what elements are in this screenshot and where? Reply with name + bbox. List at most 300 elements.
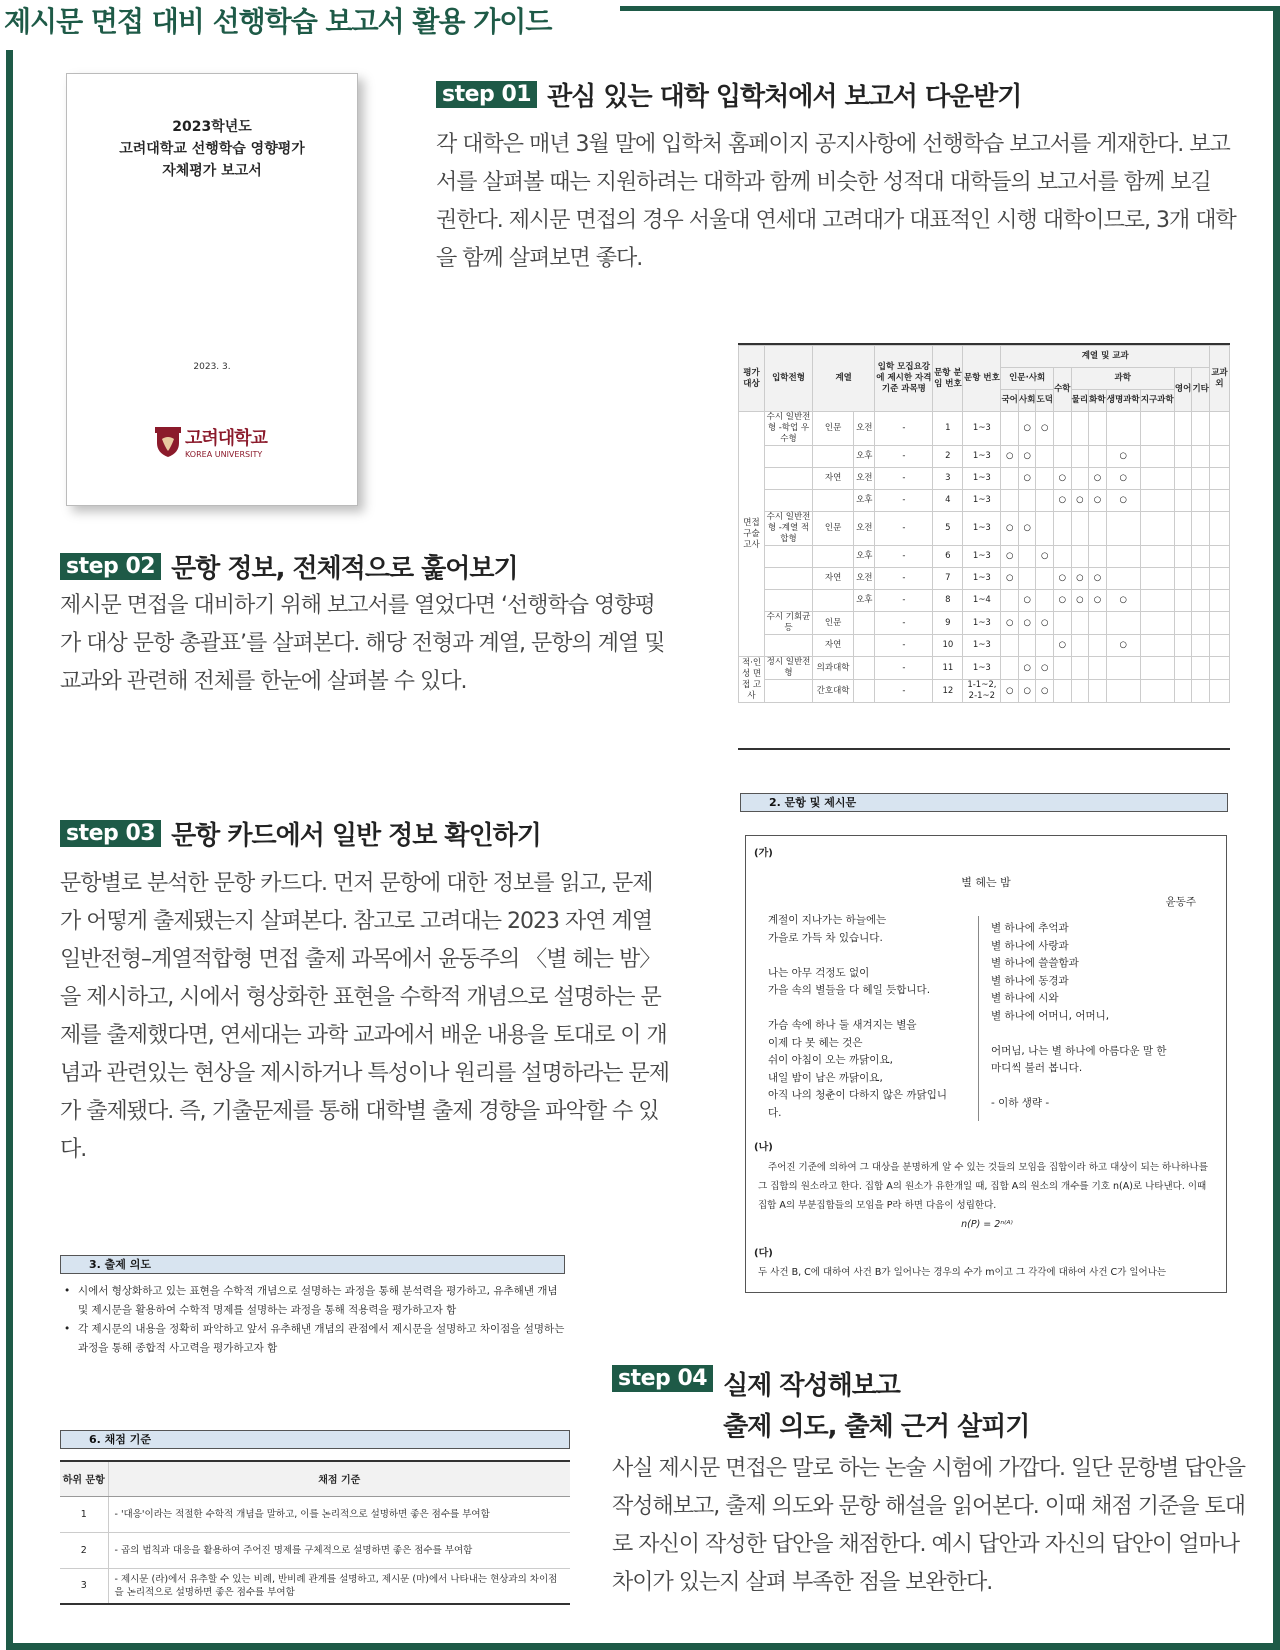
- cell-session: 오전: [854, 412, 875, 446]
- cell-mark: [1036, 468, 1054, 490]
- row-number: 3: [60, 1568, 108, 1604]
- cell-mark: ○: [1001, 546, 1019, 568]
- cell-mark: [1174, 412, 1192, 446]
- page-title: 제시문 면접 대비 선행학습 보고서 활용 가이드: [4, 5, 552, 38]
- cell-mark: [1174, 512, 1192, 546]
- table-row: [739, 446, 1230, 468]
- cell-mark: ○: [1001, 680, 1019, 703]
- cell-mark: [1001, 657, 1019, 680]
- paragraph-na: [758, 1158, 1216, 1234]
- cell-field: [813, 490, 854, 512]
- cell-mark: [1140, 680, 1174, 703]
- table-row: [739, 590, 1230, 612]
- cell-mark: ○: [1089, 568, 1107, 590]
- cell-mark: [1089, 657, 1107, 680]
- cell-mark: [1071, 680, 1089, 703]
- cell-session: [854, 657, 875, 680]
- step-03-body: 문항별로 분석한 문항 카드다. 먼저 문항에 대한 정보를 읽고, 문제가 어떻게 출제됐는지 살펴본다. 참고로 고려대는 2023 자연 계열 일반전형–계열적합형 면접 출제 과목에서 윤동주의 〈별 헤는 밤〉을 제시하고, 시에서 형상화한 표현을 수학적 개념으로 설명하는 문제를 출제했다면, 연세대는 과학 교과에서 배운 내용을 토대로 이 개념과 관련있는 현상을 제시하거나 특성이나 원리를 설명하라는 문제가 출제됐다. 즉, 기출문제를 통해 대학별 출제 경향을 파악할 수 있다.: [60, 871, 670, 1162]
- cell-field: 간호대학: [813, 680, 854, 703]
- th-item-no: 문항 분임 번호: [933, 346, 963, 412]
- cell-mark: ○: [1018, 612, 1036, 635]
- cell-mark: [1174, 468, 1192, 490]
- paragraph-na-text: 주어진 기준에 의하여 그 대상을 분명하게 알 수 있는 것들의 모임을 집합이라 하고 대상이 되는 하나하나를 그 집합의 원소라고 한다. 집합 A의 원소가 유한개일 때, 집합 A의 원소의 개수를 기호 n(A)로 나타낸다. 이때 집합 A의 부분집합들의 모임을 P라 하면 다음이 성립한다.: [758, 1162, 1208, 1211]
- logo-english: KOREA UNIVERSITY: [185, 450, 263, 459]
- cell-q: 1-1~2, 2-1~2: [963, 680, 1001, 703]
- cell-q: 1~4: [963, 590, 1001, 612]
- cell-item: 2: [933, 446, 963, 468]
- cell-mark: ○: [1106, 446, 1140, 468]
- cell-admission: 수시 기회균등: [765, 612, 813, 635]
- cell-mark: [1054, 546, 1072, 568]
- th-target: 평가 대상: [739, 346, 765, 412]
- cell-mark: [1071, 546, 1089, 568]
- cell-mark: [1140, 546, 1174, 568]
- cover-title: [67, 116, 357, 182]
- intent-header: 3. 출제 의도: [60, 1255, 565, 1274]
- th-group: 계열 및 교과: [1001, 346, 1210, 368]
- cell-note: -: [875, 568, 933, 590]
- section-label: 적·인성 면접 고사: [739, 657, 765, 703]
- cell-mark: [1089, 635, 1107, 657]
- th-admission: 입학전형: [765, 346, 813, 412]
- cell-q: 1~3: [963, 546, 1001, 568]
- frame-top-border: [620, 6, 1280, 11]
- th-subject: 지구과학: [1140, 390, 1174, 412]
- table-row: [739, 490, 1230, 512]
- cell-admission: [765, 446, 813, 468]
- cell-note: -: [875, 490, 933, 512]
- cell-mark: ○: [1036, 412, 1054, 446]
- cell-mark: ○: [1106, 590, 1140, 612]
- cell-mark: [1174, 680, 1192, 703]
- cell-mark: [1001, 490, 1019, 512]
- poem-title: 별 헤는 밤: [961, 876, 1011, 889]
- cell-mark: [1036, 512, 1054, 546]
- cell-mark: ○: [1036, 546, 1054, 568]
- th-subject: 사회: [1018, 390, 1036, 412]
- cell-mark: [1192, 590, 1210, 612]
- cell-mark: [1071, 468, 1089, 490]
- cell-note: -: [875, 612, 933, 635]
- cell-mark: [1071, 412, 1089, 446]
- cell-other: [1210, 468, 1230, 490]
- passage-header: 2. 문항 및 제시문: [740, 793, 1228, 812]
- cell-field: 자연: [813, 568, 854, 590]
- cell-note: -: [875, 446, 933, 468]
- th-humanities: 인문·사회: [1001, 368, 1054, 390]
- th-subject: 기타: [1192, 368, 1210, 412]
- cell-mark: [1106, 512, 1140, 546]
- cell-mark: [1018, 635, 1036, 657]
- cell-mark: [1106, 612, 1140, 635]
- cell-mark: [1018, 490, 1036, 512]
- cell-note: -: [875, 412, 933, 446]
- cell-mark: [1089, 446, 1107, 468]
- cell-admission: [765, 490, 813, 512]
- step-03-heading: [60, 815, 541, 852]
- cell-mark: ○: [1106, 468, 1140, 490]
- cell-mark: ○: [1089, 468, 1107, 490]
- poem-left-column: 계절이 지나가는 하늘에는 가을로 가득 차 있습니다. 나는 아무 걱정도 없이 가을 속의 별들을 다 헤일 듯합니다. 가슴 속에 하나 둘 새겨지는 별을 이제 다 못 헤는 것은 쉬이 아침이 오는 까닭이요, 내일 밤이 남은 까닭이요, 아직 나의 청춘이 다하지 않은 까닭입니 다.: [768, 914, 947, 1119]
- cell-mark: [1140, 612, 1174, 635]
- cell-item: 6: [933, 546, 963, 568]
- table-row: [60, 1568, 570, 1604]
- cell-mark: [1140, 512, 1174, 546]
- cell-q: 1~3: [963, 635, 1001, 657]
- th-subject: 생명과학: [1106, 390, 1140, 412]
- cell-note: -: [875, 468, 933, 490]
- cell-mark: [1089, 680, 1107, 703]
- cell-mark: [1174, 490, 1192, 512]
- cell-mark: [1106, 657, 1140, 680]
- cell-q: 1~3: [963, 568, 1001, 590]
- cell-other: [1210, 546, 1230, 568]
- frame-right-border: [1273, 6, 1280, 1650]
- cover-date: 2023. 3.: [193, 362, 231, 372]
- label-na: (나): [754, 1142, 773, 1153]
- table-row: [739, 546, 1230, 568]
- cell-mark: [1140, 412, 1174, 446]
- cell-field: 의과대학: [813, 657, 854, 680]
- cell-mark: [1140, 568, 1174, 590]
- cell-mark: [1192, 680, 1210, 703]
- cell-other: [1210, 446, 1230, 468]
- cell-note: -: [875, 657, 933, 680]
- step-02-heading: [60, 548, 518, 585]
- cell-field: 인문: [813, 412, 854, 446]
- cell-mark: [1106, 546, 1140, 568]
- cell-mark: [1174, 590, 1192, 612]
- cell-note: -: [875, 590, 933, 612]
- cell-mark: [1192, 568, 1210, 590]
- cell-field: [813, 446, 854, 468]
- cell-mark: [1174, 446, 1192, 468]
- cell-mark: [1036, 490, 1054, 512]
- table-row: [739, 568, 1230, 590]
- cell-session: [854, 680, 875, 703]
- cell-other: [1210, 680, 1230, 703]
- cell-mark: [1192, 446, 1210, 468]
- cell-mark: [1174, 635, 1192, 657]
- cell-field: 자연: [813, 468, 854, 490]
- cell-session: 오후: [854, 590, 875, 612]
- cell-other: [1210, 512, 1230, 546]
- cell-mark: [1036, 590, 1054, 612]
- frame-left-border: [6, 50, 13, 1650]
- intent-list: [62, 1282, 567, 1358]
- cell-item: 4: [933, 490, 963, 512]
- formula: n(P) = 2ⁿ⁽ᴬ⁾: [961, 1219, 1013, 1230]
- cell-mark: [1054, 512, 1072, 546]
- table-row: [739, 635, 1230, 657]
- cell-mark: [1106, 412, 1140, 446]
- paragraph-da: 두 사건 B, C에 대하여 사건 B가 일어나는 경우의 수가 m이고 그 각각에 대하여 사건 C가 일어나는: [758, 1267, 1167, 1278]
- cell-mark: [1054, 612, 1072, 635]
- step-title: 문항 정보, 전체적으로 훑어보기: [171, 554, 518, 584]
- cell-mark: ○: [1036, 657, 1054, 680]
- cell-mark: [1054, 446, 1072, 468]
- cell-q: 1~3: [963, 657, 1001, 680]
- step-01-body: 각 대학은 매년 3월 말에 입학처 홈페이지 공지사항에 선행학습 보고서를 게재한다. 보고서를 살펴볼 때는 지원하려는 대학과 함께 비슷한 성적대 대학들의 보고서를 함께 보길 권한다. 제시문 면접의 경우 서울대 연세대 고려대가 대표적인 시행 대학이므로, 3개 대학을 함께 살펴보면 좋다.: [436, 132, 1236, 271]
- row-criteria: - 제시문 (라)에서 유추할 수 있는 비례, 반비례 관계를 설명하고, 제시문 (마)에서 나타내는 현상과의 차이점을 논리적으로 설명하면 좋은 점수를 부여함: [108, 1568, 570, 1604]
- report-cover: [66, 73, 358, 506]
- th-subject: 국어: [1001, 390, 1019, 412]
- cell-mark: [1054, 657, 1072, 680]
- university-logo: [155, 424, 267, 459]
- step-04-body: 사실 제시문 면접은 말로 하는 논술 시험에 가깝다. 일단 문항별 답안을 작성해보고, 출제 의도와 문항 해설을 읽어본다. 이때 채점 기준을 토대로 자신이 작성한 답안을 채점한다. 예시 답안과 자신의 답안이 얼마나 차이가 있는지 살펴 부족한 점을 보완한다.: [612, 1456, 1245, 1595]
- cell-item: 9: [933, 612, 963, 635]
- th-subject: 수학: [1054, 368, 1072, 412]
- logo-korean: 고려대학교: [185, 428, 267, 449]
- table-row: [739, 512, 1230, 546]
- step-badge: step 04: [612, 1365, 713, 1392]
- cell-mark: [1071, 512, 1089, 546]
- cell-mark: [1018, 546, 1036, 568]
- cell-item: 1: [933, 412, 963, 446]
- table-row: [739, 680, 1230, 703]
- cell-mark: [1140, 657, 1174, 680]
- cell-mark: [1071, 446, 1089, 468]
- cell-mark: [1140, 468, 1174, 490]
- cell-q: 1~3: [963, 446, 1001, 468]
- cell-mark: [1071, 657, 1089, 680]
- cell-mark: [1054, 412, 1072, 446]
- cell-item: 11: [933, 657, 963, 680]
- cell-mark: ○: [1054, 468, 1072, 490]
- cell-mark: ○: [1001, 568, 1019, 590]
- poem-author: 윤동주: [1165, 896, 1196, 908]
- cell-admission: 정시 일반전형: [765, 657, 813, 680]
- table-row: [739, 468, 1230, 490]
- cell-mark: [1192, 657, 1210, 680]
- cell-mark: [1001, 590, 1019, 612]
- row-criteria: - 곱의 법칙과 대응을 활용하여 주어진 명제를 구체적으로 설명하면 좋은 점수를 부여함: [108, 1532, 570, 1568]
- cell-mark: [1036, 568, 1054, 590]
- cell-mark: [1174, 657, 1192, 680]
- passage-box: [745, 835, 1227, 1293]
- cell-mark: [1071, 612, 1089, 635]
- cell-session: [854, 635, 875, 657]
- cell-mark: ○: [1001, 612, 1019, 635]
- cell-mark: ○: [1001, 512, 1019, 546]
- cell-other: [1210, 635, 1230, 657]
- cell-mark: ○: [1036, 680, 1054, 703]
- step-title: 문항 카드에서 일반 정보 확인하기: [171, 821, 541, 851]
- th-subject-note: 입학 모집요강에 제시한 자격 기준 과목명: [875, 346, 933, 412]
- cell-mark: [1089, 612, 1107, 635]
- cell-mark: ○: [1054, 590, 1072, 612]
- cover-title-line: 자체평가 보고서: [162, 163, 262, 179]
- cell-other: [1210, 490, 1230, 512]
- cell-item: 7: [933, 568, 963, 590]
- cell-mark: ○: [1071, 568, 1089, 590]
- cell-admission: 수시 일반전형 -학업 우수형: [765, 412, 813, 446]
- step-title: 실제 작성해보고: [723, 1371, 900, 1401]
- cell-mark: ○: [1018, 657, 1036, 680]
- cell-session: 오전: [854, 468, 875, 490]
- cell-admission: [765, 568, 813, 590]
- cell-field: 인문: [813, 512, 854, 546]
- cell-mark: [1192, 468, 1210, 490]
- cell-mark: [1089, 546, 1107, 568]
- cell-mark: ○: [1089, 590, 1107, 612]
- cell-other: [1210, 590, 1230, 612]
- cell-field: [813, 590, 854, 612]
- th-subject: 물리: [1071, 390, 1089, 412]
- th-subject: 도덕: [1036, 390, 1054, 412]
- list-item: • 각 제시문의 내용을 정확히 파악하고 앞서 유추해낸 개념의 관점에서 제시문을 설명하고 차이점을 설명하는 과정을 통해 종합적 사고력을 평가하고자 함: [62, 1320, 567, 1358]
- cell-mark: [1071, 635, 1089, 657]
- cell-item: 12: [933, 680, 963, 703]
- cell-mark: [1001, 412, 1019, 446]
- cell-session: 오후: [854, 546, 875, 568]
- row-number: 2: [60, 1532, 108, 1568]
- section-label: 면접 구술 고사: [739, 412, 765, 657]
- cell-mark: [1140, 635, 1174, 657]
- cell-note: -: [875, 512, 933, 546]
- label-ga: (가): [754, 848, 773, 859]
- cell-admission: [765, 590, 813, 612]
- cell-mark: [1192, 635, 1210, 657]
- cell-mark: [1106, 568, 1140, 590]
- cell-mark: ○: [1089, 490, 1107, 512]
- cell-other: [1210, 412, 1230, 446]
- step-badge: step 01: [436, 81, 537, 108]
- cell-mark: [1174, 546, 1192, 568]
- cell-mark: ○: [1054, 635, 1072, 657]
- th-criteria: 채점 기준: [108, 1461, 570, 1496]
- table-row: [60, 1532, 570, 1568]
- table-row: [739, 657, 1230, 680]
- cell-mark: [1174, 612, 1192, 635]
- cell-mark: [1054, 680, 1072, 703]
- cell-note: -: [875, 635, 933, 657]
- cell-mark: [1018, 568, 1036, 590]
- cell-mark: ○: [1018, 512, 1036, 546]
- frame-bottom-border: [6, 1643, 1280, 1650]
- th-sub-item: 하위 문항: [60, 1461, 108, 1496]
- cell-mark: [1140, 446, 1174, 468]
- cell-mark: ○: [1054, 568, 1072, 590]
- cell-mark: ○: [1018, 590, 1036, 612]
- cell-field: [813, 546, 854, 568]
- row-number: 1: [60, 1496, 108, 1532]
- th-q-no: 문항 번호: [963, 346, 1001, 412]
- th-other: 교과외: [1210, 346, 1230, 412]
- th-field: 계열: [813, 346, 875, 412]
- cell-q: 1~3: [963, 412, 1001, 446]
- cell-q: 1~3: [963, 490, 1001, 512]
- cell-mark: ○: [1054, 490, 1072, 512]
- cell-mark: [1140, 590, 1174, 612]
- cell-mark: [1192, 546, 1210, 568]
- cell-mark: [1089, 512, 1107, 546]
- cell-mark: [1089, 412, 1107, 446]
- row-criteria: - '대응'이라는 적절한 수학적 개념을 말하고, 이를 논리적으로 설명하면 좋은 점수를 부여함: [108, 1496, 570, 1532]
- grading-table: [60, 1460, 570, 1605]
- cell-admission: [765, 635, 813, 657]
- cover-title-line: 고려대학교 선행학습 영향평가: [119, 141, 305, 157]
- step-02-body: 제시문 면접을 대비하기 위해 보고서를 열었다면 ‘선행학습 영향평가 대상 문항 총괄표’를 살펴본다. 해당 전형과 계열, 문항의 계열 및 교과와 관련해 전체를 한눈에 살펴볼 수 있다.: [60, 593, 665, 694]
- cell-session: [854, 612, 875, 635]
- cell-session: 오후: [854, 490, 875, 512]
- cover-title-line: 2023학년도: [172, 119, 252, 135]
- cell-mark: [1001, 635, 1019, 657]
- grading-header: 6. 채점 기준: [60, 1430, 570, 1449]
- poem-divider: [978, 916, 979, 1121]
- cell-session: 오후: [854, 446, 875, 468]
- cell-mark: ○: [1071, 590, 1089, 612]
- cell-q: 1~3: [963, 468, 1001, 490]
- cell-mark: ○: [1036, 612, 1054, 635]
- cell-field: 자연: [813, 635, 854, 657]
- cell-other: [1210, 657, 1230, 680]
- cell-session: 오전: [854, 512, 875, 546]
- cell-note: -: [875, 546, 933, 568]
- cell-mark: [1192, 412, 1210, 446]
- cell-mark: [1001, 468, 1019, 490]
- cell-mark: [1192, 512, 1210, 546]
- list-item: • 시에서 형상화하고 있는 표현을 수학적 개념으로 설명하는 과정을 통해 분석력을 평가하고, 유추해낸 개념 및 제시문을 활용하여 수학적 명제를 설명하는 과정을 통해 적용력을 평가하고자 함: [62, 1282, 567, 1320]
- cell-session: 오전: [854, 568, 875, 590]
- cell-admission: [765, 546, 813, 568]
- step-title: 출제 의도, 출체 근거 살피기: [723, 1412, 1030, 1442]
- cell-item: 3: [933, 468, 963, 490]
- cell-mark: ○: [1018, 680, 1036, 703]
- label-da: (다): [754, 1248, 773, 1259]
- step-badge: step 03: [60, 820, 161, 847]
- overview-table: [738, 343, 1230, 750]
- step-badge: step 02: [60, 553, 161, 580]
- table-row: [60, 1496, 570, 1532]
- step-title: 관심 있는 대학 입학처에서 보고서 다운받기: [547, 82, 1022, 112]
- table-row: [739, 612, 1230, 635]
- cell-item: 8: [933, 590, 963, 612]
- shield-crest-icon: [155, 427, 181, 457]
- step-04-heading: [612, 1365, 1029, 1443]
- cell-mark: [1174, 568, 1192, 590]
- cell-q: 1~3: [963, 512, 1001, 546]
- cell-admission: [765, 468, 813, 490]
- step-01-heading: [436, 76, 1021, 113]
- th-subject: 화학: [1089, 390, 1107, 412]
- table-row: [739, 412, 1230, 446]
- cell-other: [1210, 568, 1230, 590]
- cell-note: -: [875, 680, 933, 703]
- cell-mark: [1192, 490, 1210, 512]
- th-science: 과학: [1071, 368, 1174, 390]
- poem-right-column: 별 하나에 추억과 별 하나에 사랑과 별 하나에 쓸쓸함과 별 하나에 동경과 별 하나에 시와 별 하나에 어머니, 어머니, 어머님, 나는 별 하나에 아름다운 말 한 마디씩 불러 봅니다. - 이하 생략 -: [991, 922, 1167, 1109]
- cell-other: [1210, 612, 1230, 635]
- cell-mark: ○: [1001, 446, 1019, 468]
- cell-mark: ○: [1071, 490, 1089, 512]
- cell-mark: [1036, 635, 1054, 657]
- cell-mark: ○: [1018, 446, 1036, 468]
- cell-item: 5: [933, 512, 963, 546]
- cell-mark: [1106, 680, 1140, 703]
- cell-mark: [1140, 490, 1174, 512]
- cell-q: 1~3: [963, 612, 1001, 635]
- cell-mark: [1192, 612, 1210, 635]
- cell-mark: ○: [1106, 635, 1140, 657]
- cell-mark: ○: [1018, 412, 1036, 446]
- cell-admission: 수시 일반전형 -계열 적합형: [765, 512, 813, 546]
- cell-mark: [1036, 446, 1054, 468]
- cell-item: 10: [933, 635, 963, 657]
- th-subject: 영어: [1174, 368, 1192, 412]
- cell-mark: ○: [1018, 468, 1036, 490]
- cell-field: 인문: [813, 612, 854, 635]
